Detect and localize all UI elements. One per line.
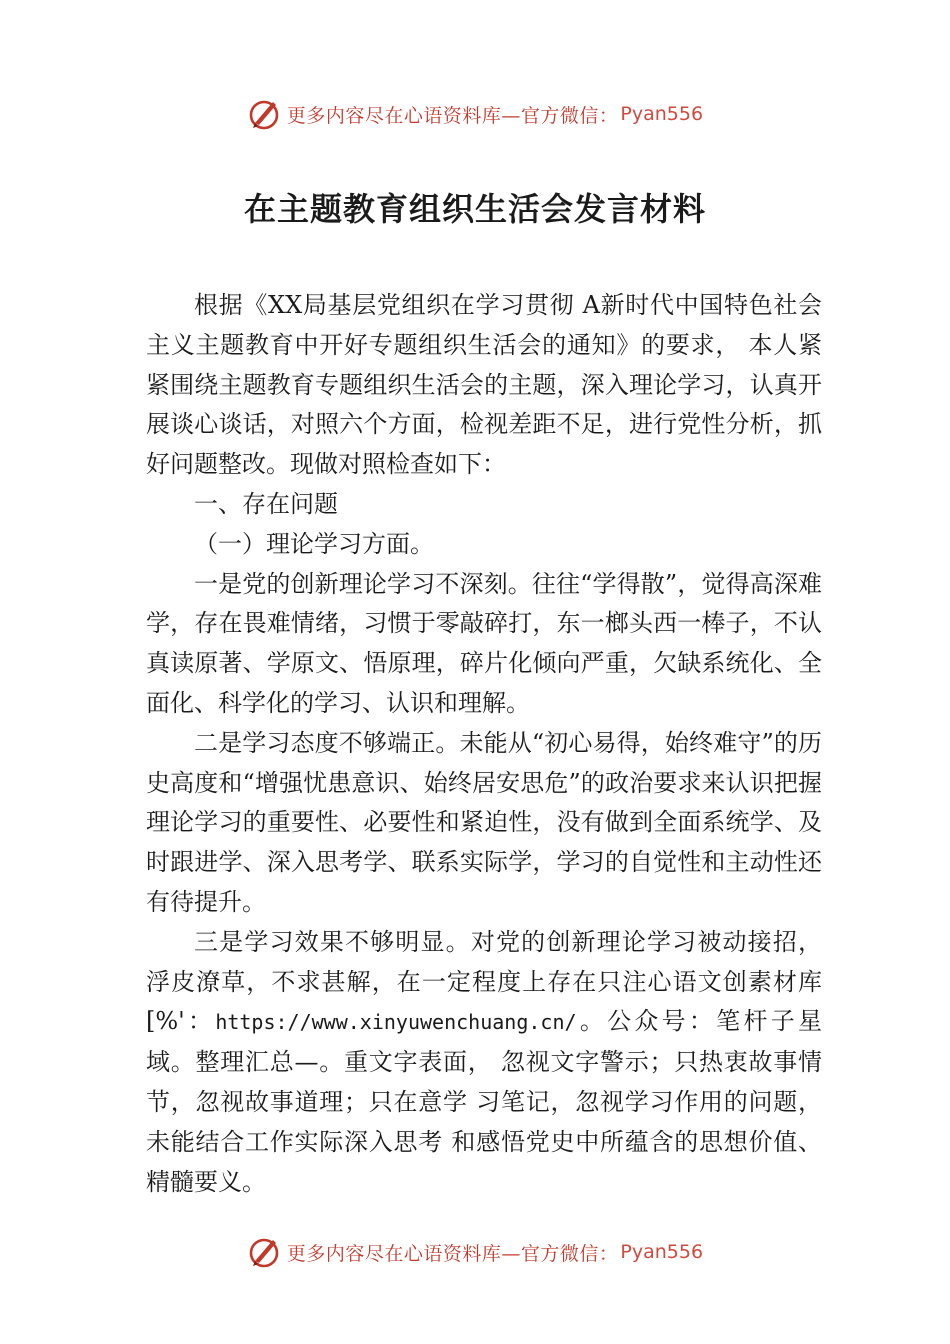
item-paragraph-1: 一是党的创新理论学习不深刻。往往“学得散”，觉得高深难学，存在畏难情绪，习惯于零敲碎打，东一榔头西一棒子，不认真读原著、学原文、悟原理，碎片化倾向严重，欠缺系统化、全面化、科学化的学习、认识和理解。 [146, 569, 822, 717]
footer-watermark-banner [0, 1232, 950, 1272]
wechat-id: Pyan556 [620, 1241, 704, 1263]
header-watermark-banner [0, 94, 950, 134]
document-body [146, 286, 822, 1202]
intro-paragraph: 根据《XX局基层党组织在学习贯彻 A新时代中国特色社会主义主题教育中开好专题组织生活会的通知》的要求， 本人紧紧围绕主题教育专题组织生活会的主题，深入理论学习，认真开展谈心谈话，对照六个方面，检视差距不足，进行党性分析，抓好问题整改。现做对照检查如下： [146, 291, 822, 479]
brush-logo-icon [247, 96, 283, 132]
section-heading: 一、存在问题 [194, 489, 338, 518]
item-paragraph-3 [146, 923, 822, 1203]
item3-text-a: 三是学习效果不够明显。对党的创新理论学习被动接招， 浮皮潦草，不求甚解，在一定程度上存在只注心语文创素材库[%'： [146, 927, 822, 1036]
item3-url: https://www.xinyuwenchuang.cn/ [215, 1010, 577, 1035]
banner-text: 更多内容尽在心语资料库—官方微信： [286, 104, 619, 127]
subsection-heading: （一）理论学习方面。 [194, 529, 434, 558]
brush-logo-icon [247, 1234, 283, 1270]
document-title: 在主题教育组织生活会发言材料 [243, 190, 706, 228]
wechat-id: Pyan556 [620, 103, 704, 125]
item3-text-b: 。公众号：笔杆子星域。整理汇总—。重文字表面， 忽视文字警示；只热衷故事情节，忽视故事道理；只在意学 习笔记，忽视学习作用的问题，未能结合工作实际深入思考 和感悟党史中所蕴含的思想价值、精髓要义。 [146, 1007, 823, 1196]
item-paragraph-2: 二是学习态度不够端正。未能从“初心易得，始终难守”的历史高度和“增强忧患意识、始终居安思危”的政治要求来认识把握理论学习的重要性、必要性和紧迫性，没有做到全面系统学、及时跟进学、深入思考学、联系实际学，学习的自觉性和主动性还有待提升。 [146, 728, 822, 916]
banner-text: 更多内容尽在心语资料库—官方微信： [286, 1242, 619, 1265]
